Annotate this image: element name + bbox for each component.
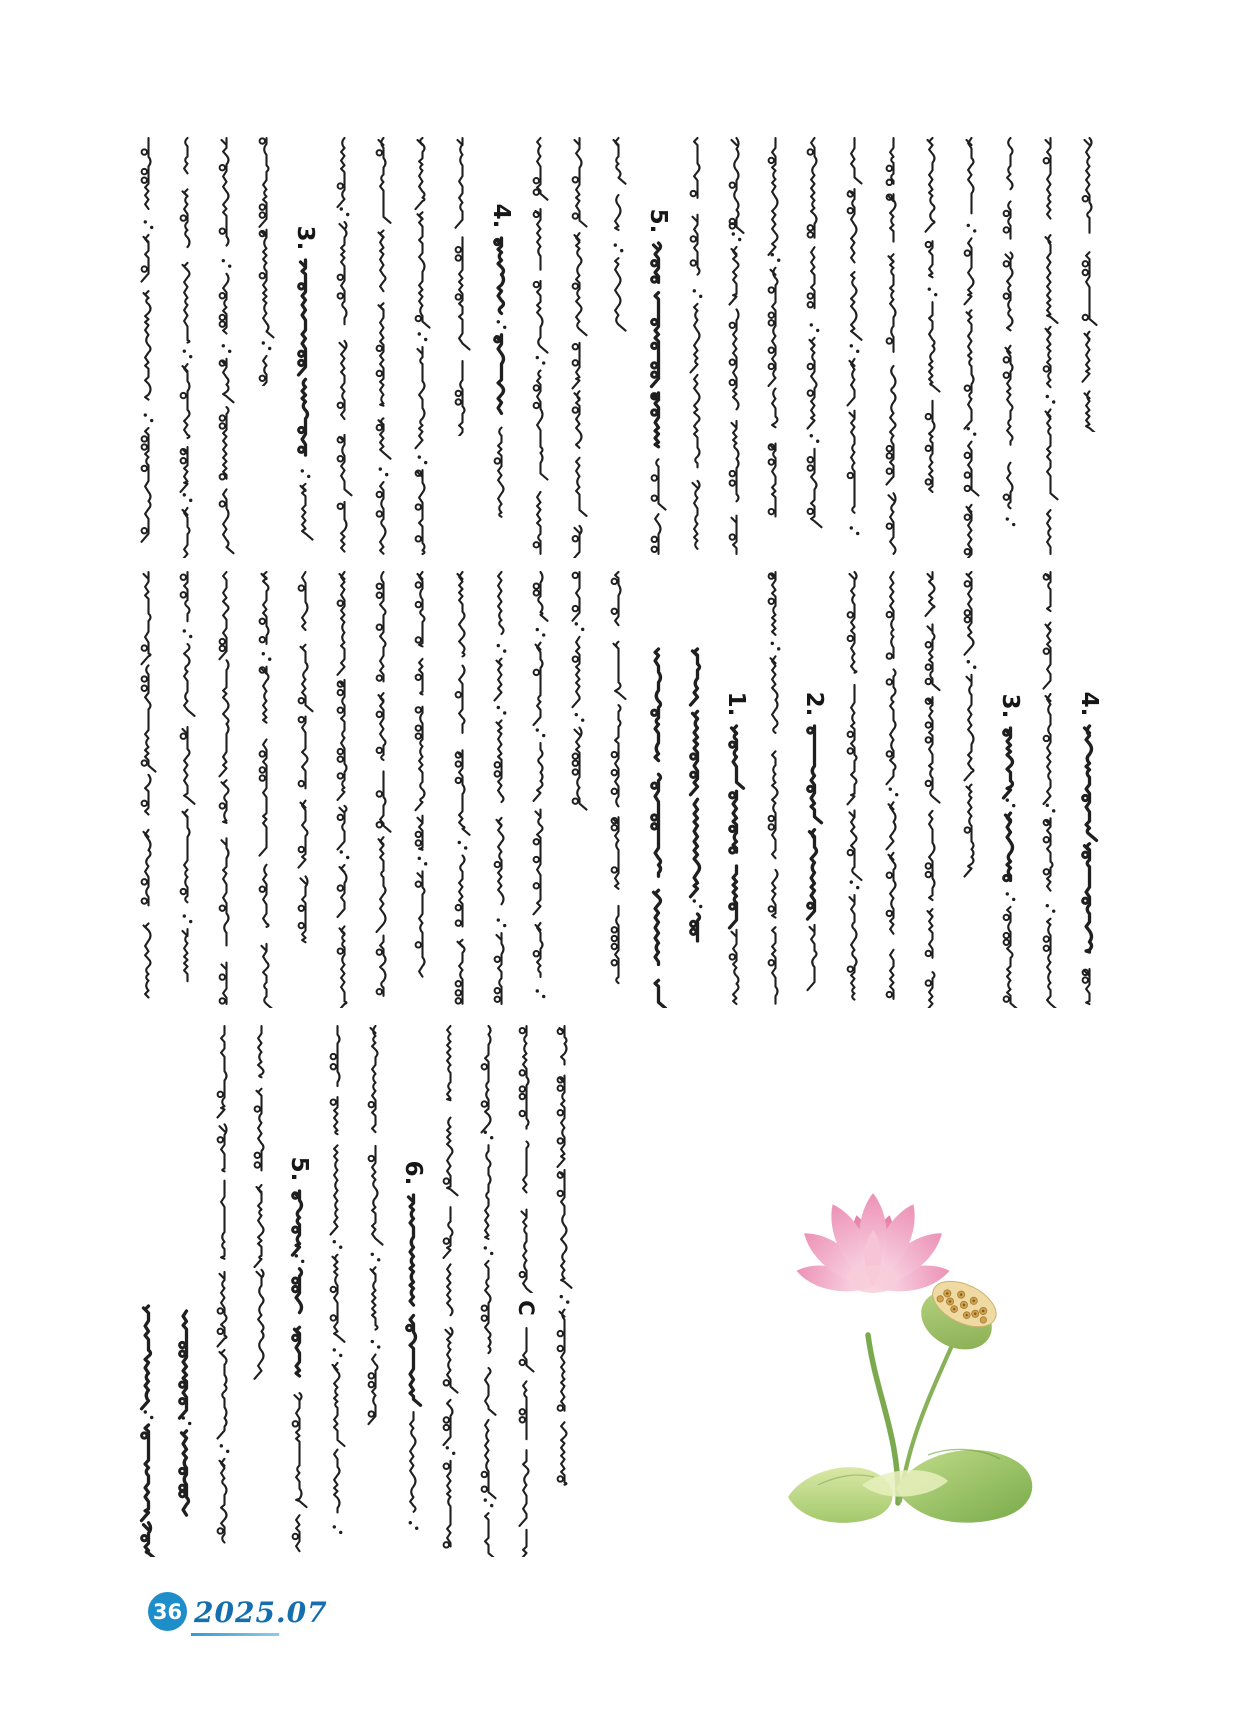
text-column	[799, 134, 829, 558]
text-column	[799, 688, 829, 1008]
text-column	[290, 222, 320, 558]
page-number-badge	[148, 1592, 187, 1631]
text-column	[603, 568, 633, 1008]
text-column	[486, 200, 516, 558]
text-column	[172, 134, 202, 558]
section-number: 5.	[644, 208, 671, 234]
text-column	[209, 1022, 239, 1557]
text-column	[172, 568, 202, 1008]
date-underline	[191, 1633, 279, 1636]
text-column	[360, 1022, 390, 1442]
issue-date: 2025.07	[194, 1596, 328, 1629]
text-column	[211, 568, 241, 1008]
text-column	[486, 568, 516, 1008]
text-column	[839, 134, 869, 558]
section-number: 3.	[997, 693, 1024, 719]
text-column	[284, 1153, 314, 1557]
text-column	[525, 134, 555, 558]
text-column	[329, 568, 359, 1008]
text-column	[643, 645, 673, 1008]
lotus-leaves	[788, 1449, 1032, 1522]
latin-letter-c: C	[512, 1293, 540, 1323]
text-column	[473, 1022, 503, 1557]
text-column	[211, 134, 241, 558]
text-column	[1074, 688, 1104, 1008]
text-column	[251, 134, 281, 386]
text-column	[760, 134, 790, 526]
section-number: 4.	[1075, 691, 1102, 717]
text-column	[878, 568, 908, 1008]
text-column	[251, 568, 281, 1008]
text-column	[447, 568, 477, 1008]
text-column	[407, 134, 437, 558]
text-column	[171, 1307, 201, 1519]
text-column	[760, 568, 790, 1008]
lotus-illustration	[778, 1185, 1050, 1535]
text-column	[435, 1022, 465, 1557]
text-column	[398, 1157, 428, 1557]
text-column	[246, 1022, 276, 1384]
text-column	[839, 568, 869, 1008]
section-number: 1.	[723, 691, 749, 717]
text-column	[368, 568, 398, 1008]
text-column	[564, 134, 594, 558]
section-number: 5.	[286, 1156, 313, 1182]
text-column	[447, 134, 477, 436]
text-column	[603, 134, 633, 350]
section-number: 3.	[291, 225, 318, 251]
text-column	[329, 134, 359, 558]
text-column	[682, 645, 712, 945]
text-column	[878, 134, 908, 558]
text-column	[1035, 568, 1065, 1008]
text-column	[564, 568, 594, 824]
text-column	[682, 134, 712, 558]
text-column	[995, 134, 1025, 558]
text-column	[721, 134, 751, 558]
text-column	[322, 1022, 352, 1557]
text-column	[1074, 134, 1104, 432]
text-column	[407, 568, 437, 1008]
section-number: 2.	[801, 691, 828, 717]
section-number: 6.	[399, 1160, 426, 1186]
page-number: 36	[152, 1599, 183, 1624]
text-column	[1035, 134, 1065, 558]
text-column	[525, 568, 555, 1008]
text-column	[549, 1022, 579, 1492]
text-column	[917, 568, 947, 1008]
section-number: 4.	[487, 203, 514, 229]
text-column	[721, 688, 751, 1008]
text-column	[290, 568, 320, 950]
text-column	[917, 134, 947, 496]
text-column	[643, 205, 673, 558]
text-column	[511, 1022, 541, 1557]
text-column	[995, 690, 1025, 1008]
text-column	[133, 134, 163, 558]
text-column	[133, 1302, 163, 1557]
text-column	[956, 568, 986, 900]
text-column	[133, 568, 163, 1008]
lotus-flower-head	[794, 1193, 952, 1298]
text-column	[368, 134, 398, 558]
text-column	[956, 134, 986, 558]
